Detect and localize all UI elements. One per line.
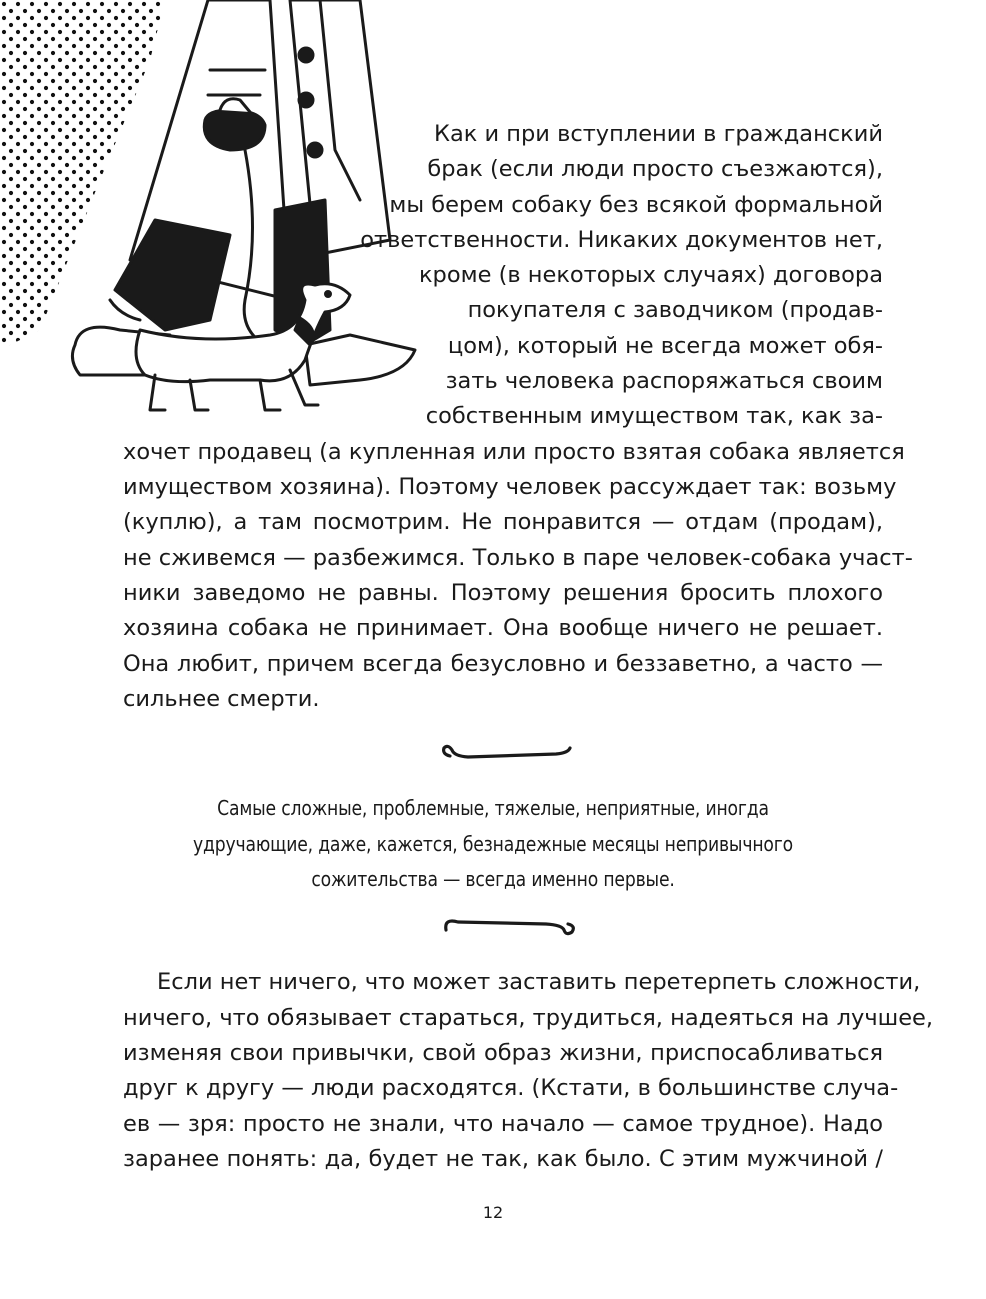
quote-line: сожительства — всегда именно первые.: [311, 867, 675, 891]
body-line: ничего, что обязывает стараться, трудиться, надеяться на лучшее,: [123, 1005, 934, 1031]
flourish-divider-icon: [438, 910, 578, 938]
intro-line: кроме (в некоторых случаях) договора: [418, 262, 883, 288]
person-walking-dachshund-illustration: [60, 0, 440, 420]
intro-line: ответственности. Никаких документов нет,: [360, 227, 883, 253]
body-line: (куплю), а там посмотрим. Не понравится — отдам (продам),: [123, 509, 883, 535]
body-line: имуществом хозяина). Поэтому человек рассуждает так: возьму: [123, 474, 897, 500]
quote-line: Самые сложные, проблемные, тяжелые, неприятные, иногда: [217, 796, 769, 820]
body-line: Если нет ничего, что может заставить перетерпеть сложности,: [157, 969, 921, 995]
body-line: сильнее смерти.: [123, 686, 320, 712]
body-line: изменяя свои привычки, свой образ жизни, приспосабливаться: [123, 1040, 883, 1066]
body-line: хозяина собака не принимает. Она вообще ничего не решает.: [123, 615, 883, 641]
intro-line: покупателя с заводчиком (продав-: [467, 297, 883, 323]
body-line: Она любит, причем всегда безусловно и беззаветно, а часто —: [123, 651, 883, 677]
body-line: ев — зря: просто не знали, что начало — самое трудное). Надо: [123, 1111, 883, 1137]
body-line: ники заведомо не равны. Поэтому решения бросить плохого: [123, 580, 883, 606]
body-line: не сживемся — разбежимся. Только в паре человек-собака участ-: [123, 545, 913, 571]
intro-line: брак (если люди просто съезжаются),: [427, 156, 883, 182]
intro-line: мы берем собаку без всякой формальной: [389, 192, 883, 218]
intro-line: Как и при вступлении в гражданский: [434, 121, 883, 147]
intro-line: зать человека распоряжаться своим: [445, 368, 883, 394]
page-number: 12: [482, 1203, 504, 1222]
intro-line: цом), который не всегда может обя-: [447, 333, 883, 359]
body-line: хочет продавец (а купленная или просто взятая собака является: [123, 439, 905, 465]
flourish-divider-icon: [438, 742, 578, 770]
intro-line: собственным имуществом так, как за-: [425, 403, 883, 429]
quote-line: удручающие, даже, кажется, безнадежные месяцы непривычного: [193, 832, 793, 856]
body-line: заранее понять: да, будет не так, как было. С этим мужчиной /: [123, 1146, 883, 1172]
body-line: друг к другу — люди расходятся. (Кстати, в большинстве случа-: [123, 1075, 899, 1101]
